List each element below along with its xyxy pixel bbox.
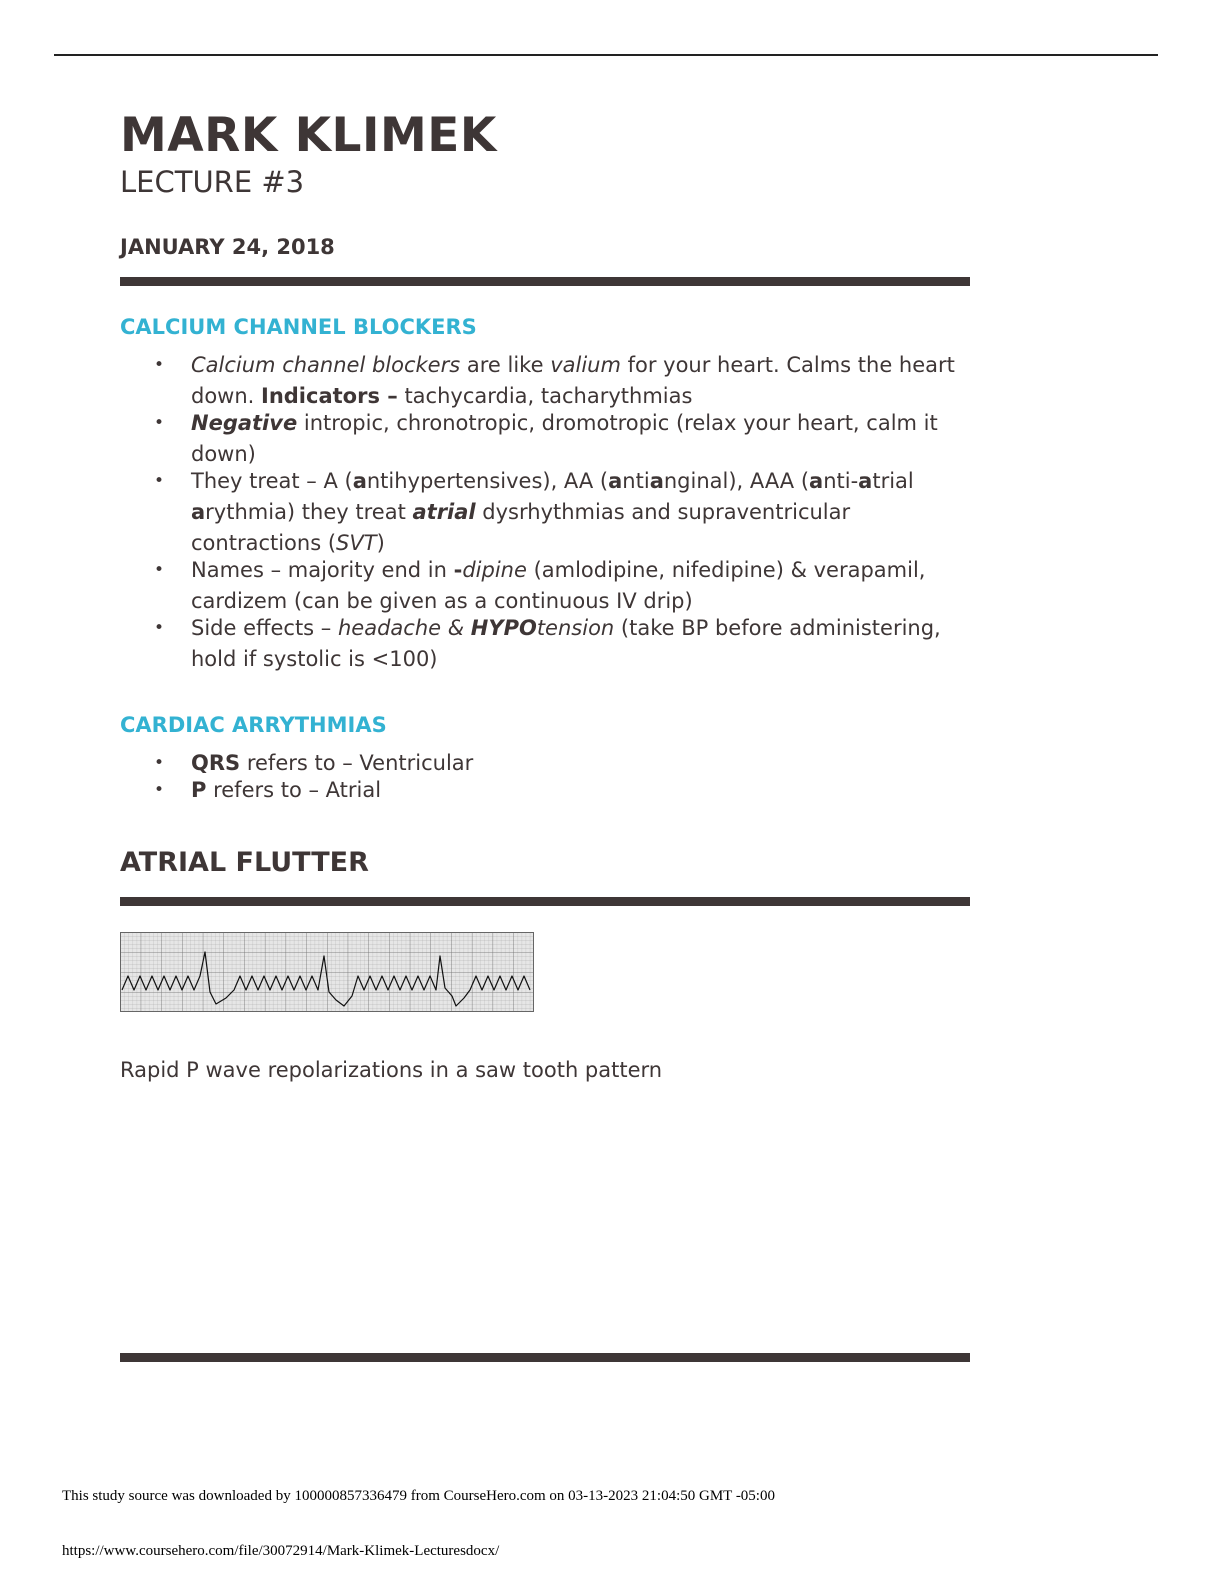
download-notice: This study source was downloaded by 100000857336479 from CourseHero.com on 03-13-2023 21:04:50 GMT -05:00	[62, 1488, 775, 1504]
source-url[interactable]: https://www.coursehero.com/file/30072914/Mark-Klimek-Lecturesdocx/	[62, 1543, 500, 1559]
ccb-bullet-3: • They treat – A (antihypertensives), AA (antianginal), AAA (anti-atrial arythmia) they treat atrial dysrhythmias and supraventricular contractions (SVT)	[154, 469, 914, 555]
header-divider	[120, 277, 970, 286]
ccb-bullet-1: • Calcium channel blockers are like valium for your heart. Calms the heart down. Indicators – tachycardia, tacharythmias	[154, 353, 955, 408]
ccb-bullet-2: • Negative intropic, chronotropic, dromotropic (relax your heart, calm it down)	[154, 411, 938, 466]
page-top-rule	[54, 54, 1158, 56]
lecture-date: JANUARY 24, 2018	[120, 235, 335, 259]
document-title: MARK KLIMEK	[120, 108, 497, 163]
atrial-flutter-heading: ATRIAL FLUTTER	[120, 847, 369, 878]
arrythmias-bullet-list	[150, 748, 980, 802]
lecture-number: LECTURE #3	[120, 165, 305, 199]
bottom-divider	[120, 1353, 970, 1362]
ccb-bullet-list	[150, 350, 980, 671]
arrythmias-bullet-1: • QRS refers to – Ventricular	[154, 751, 474, 775]
arrythmias-heading: CARDIAC ARRYTHMIAS	[120, 713, 387, 737]
ecg-grid	[120, 932, 534, 1012]
ccb-bullet-4: • Names – majority end in -dipine (amlodipine, nifedipine) & verapamil, cardizem (can be given as a continuous IV drip)	[154, 558, 926, 613]
ccb-bullet-5: • Side effects – headache & HYPOtension (take BP before administering, hold if systolic is <100)	[154, 616, 941, 671]
arrythmias-bullet-2: • P refers to – Atrial	[154, 778, 382, 802]
ecg-strip-image	[120, 932, 534, 1012]
ccb-heading: CALCIUM CHANNEL BLOCKERS	[120, 315, 477, 339]
atrial-flutter-caption: Rapid P wave repolarizations in a saw tooth pattern	[120, 1058, 663, 1082]
flutter-divider	[120, 897, 970, 906]
